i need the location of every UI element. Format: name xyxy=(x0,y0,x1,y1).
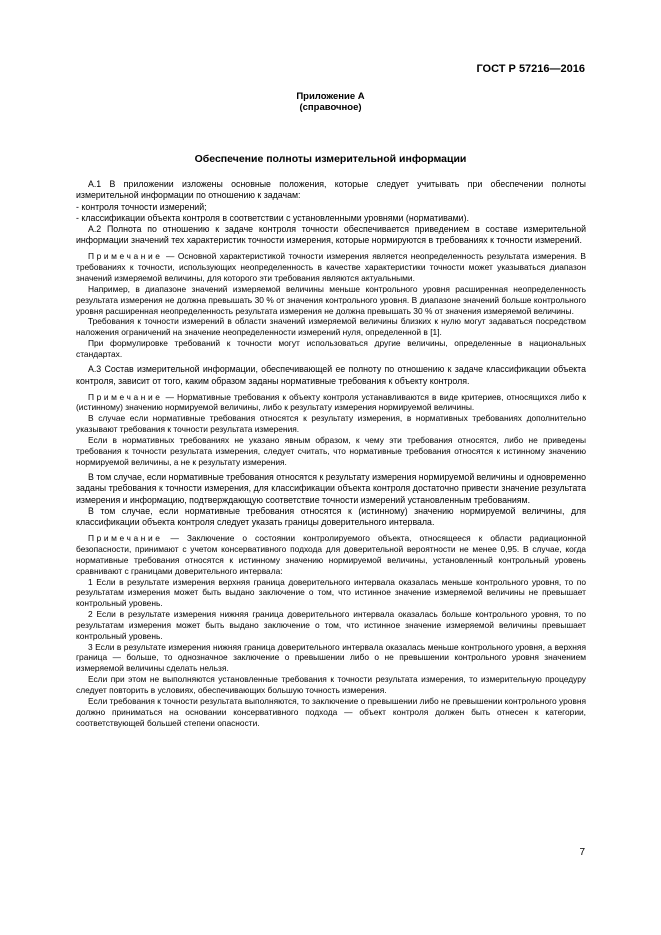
page-number: 7 xyxy=(579,847,585,858)
note-list-item: 1 Если в результате измерения верхняя граница доверительного интервала оказалась меньше контрольного уровня, то по результатам измерения может быть выдано заключение о том, что истинное значение измеряемой величины не превышает контрольный уровень. xyxy=(76,576,586,609)
note-paragraph: Если при этом не выполняются установленные требования к точности результата измерения, то измерительную процедуру следует повторить в условиях, обеспечивающих большую точность измерения. xyxy=(76,674,586,695)
note-paragraph xyxy=(76,392,586,414)
note-list-item: 3 Если в результате измерения нижняя граница доверительного интервала оказалась меньше контрольного уровня, а верхняя граница — больше, то однозначное заключение о превышении либо о не превышении контрольного уровня значением измеряемой величины сделать нельзя. xyxy=(76,641,586,674)
paragraph: А.1 В приложении изложены основные положения, которые следует учитывать при обеспечении полноты измерительной информации по отношению к задачам: xyxy=(76,179,586,201)
document-code: ГОСТ Р 57216—2016 xyxy=(476,63,585,75)
note-paragraph: При формулировке требований к точности могут использоваться другие величины, определенные в национальных стандартах. xyxy=(76,338,586,359)
note-paragraph xyxy=(76,251,586,284)
section-title: Обеспечение полноты измерительной информации xyxy=(194,153,467,165)
paragraph: А.3 Состав измерительной информации, обеспечивающей ее полноту по отношению к задаче классификации объекта контроля, зависит от того, каким образом заданы нормативные требования к объекту контроля. xyxy=(76,364,586,386)
appendix-heading xyxy=(0,91,661,113)
note-text: — Заключение о состоянии контролируемого объекта, относящееся к области радиационной безопасности, принимают с учетом консервативного подхода для доверительной вероятности не менее 0,95. В случае, когда нормативные требования относятся к истинному значению нормируемой величины, установленный контрольный уровень сравнивают с границами доверительного интервала: xyxy=(76,533,586,576)
list-item: - классификации объекта контроля в соответствии с установленными уровнями (нормативами). xyxy=(76,212,469,223)
list-item: - контроля точности измерений; xyxy=(76,201,207,212)
paragraph: А.2 Полнота по отношению к задаче контроля точности обеспечивается приведением в составе измерительной информации значений тех характеристик точности измерения, которые нормируются в требованиях к точности измерений. xyxy=(76,224,586,246)
note-label: Примечание xyxy=(88,533,163,544)
note-paragraph: Например, в диапазоне значений измеряемой величины меньше контрольного уровня расширенная неопределенность результата измерения не должна превышать 30 % от значения контрольного уровня. В диапазоне значений больше контрольного уровня расширенная неопределенность результата измерения не должна превышать 30 % от значения измеряемой величины. xyxy=(76,283,586,316)
appendix-name: Приложение А xyxy=(296,91,365,102)
note-paragraph: В случае если нормативные требования относятся к результату измерения, в нормативных требованиях дополнительно указывают требования к точности результата измерения. xyxy=(76,413,586,435)
body-text xyxy=(76,179,586,728)
note-text: — Основной характеристикой точности измерения является неопределенность результата измерения. В требованиях к точности, использующих неопределенность в качестве характеристики точности может указываться диапазон значений измеряемой величины, для которого эти требования являются актуальными. xyxy=(76,251,587,284)
note-paragraph: Если требования к точности результата выполняются, то заключение о превышении либо не превышении контрольного уровня должно приниматься на основании консервативного подхода — объект контроля должен быть отнесен к категории, соответствующей большей степени опасности. xyxy=(76,695,586,728)
paragraph: В том случае, если нормативные требования относятся к (истинному) значению нормируемой величины, для классификации объекта контроля следует указать границы доверительного интервала. xyxy=(76,505,586,528)
appendix-kind: (справочное) xyxy=(299,102,362,113)
note-paragraph xyxy=(76,533,586,576)
note-label: Примечание xyxy=(88,251,163,262)
note-text: — Нормативные требования к объекту контроля устанавливаются в виде критериев, относящихся либо к (истинному) значению нормируемой величины, либо к результату измерения нормируемой величины. xyxy=(76,391,587,413)
paragraph: В том случае, если нормативные требования относятся к результату измерения нормируемой величины и одновременно заданы требования к точности измерения, для классификации объекта контроля достаточно привести значение результата измерения и информацию, подтверждающую соответствие точности измерений установленным требованиям. xyxy=(76,472,586,505)
note-paragraph: Если в нормативных требованиях не указано явным образом, к чему эти требования относятся, либо не приведены требования к точности результата измерения, следует считать, что нормативные требования относятся к истинному значению нормируемой величины, а не к результату измерения. xyxy=(76,434,586,467)
note-paragraph: Требования к точности измерений в области значений измеряемой величины близких к нулю могут задаваться посредством наложения ограничений на значение неопределенности измерений нуля, определенной в [1]. xyxy=(76,316,586,338)
note-label: Примечание xyxy=(88,391,163,402)
note-list-item: 2 Если в результате измерения нижняя граница доверительного интервала оказалась больше контрольного уровня, то по результатам измерения может быть выдано заключение о том, что истинное значение измеряемой величины превышает контрольный уровень. xyxy=(76,609,586,641)
